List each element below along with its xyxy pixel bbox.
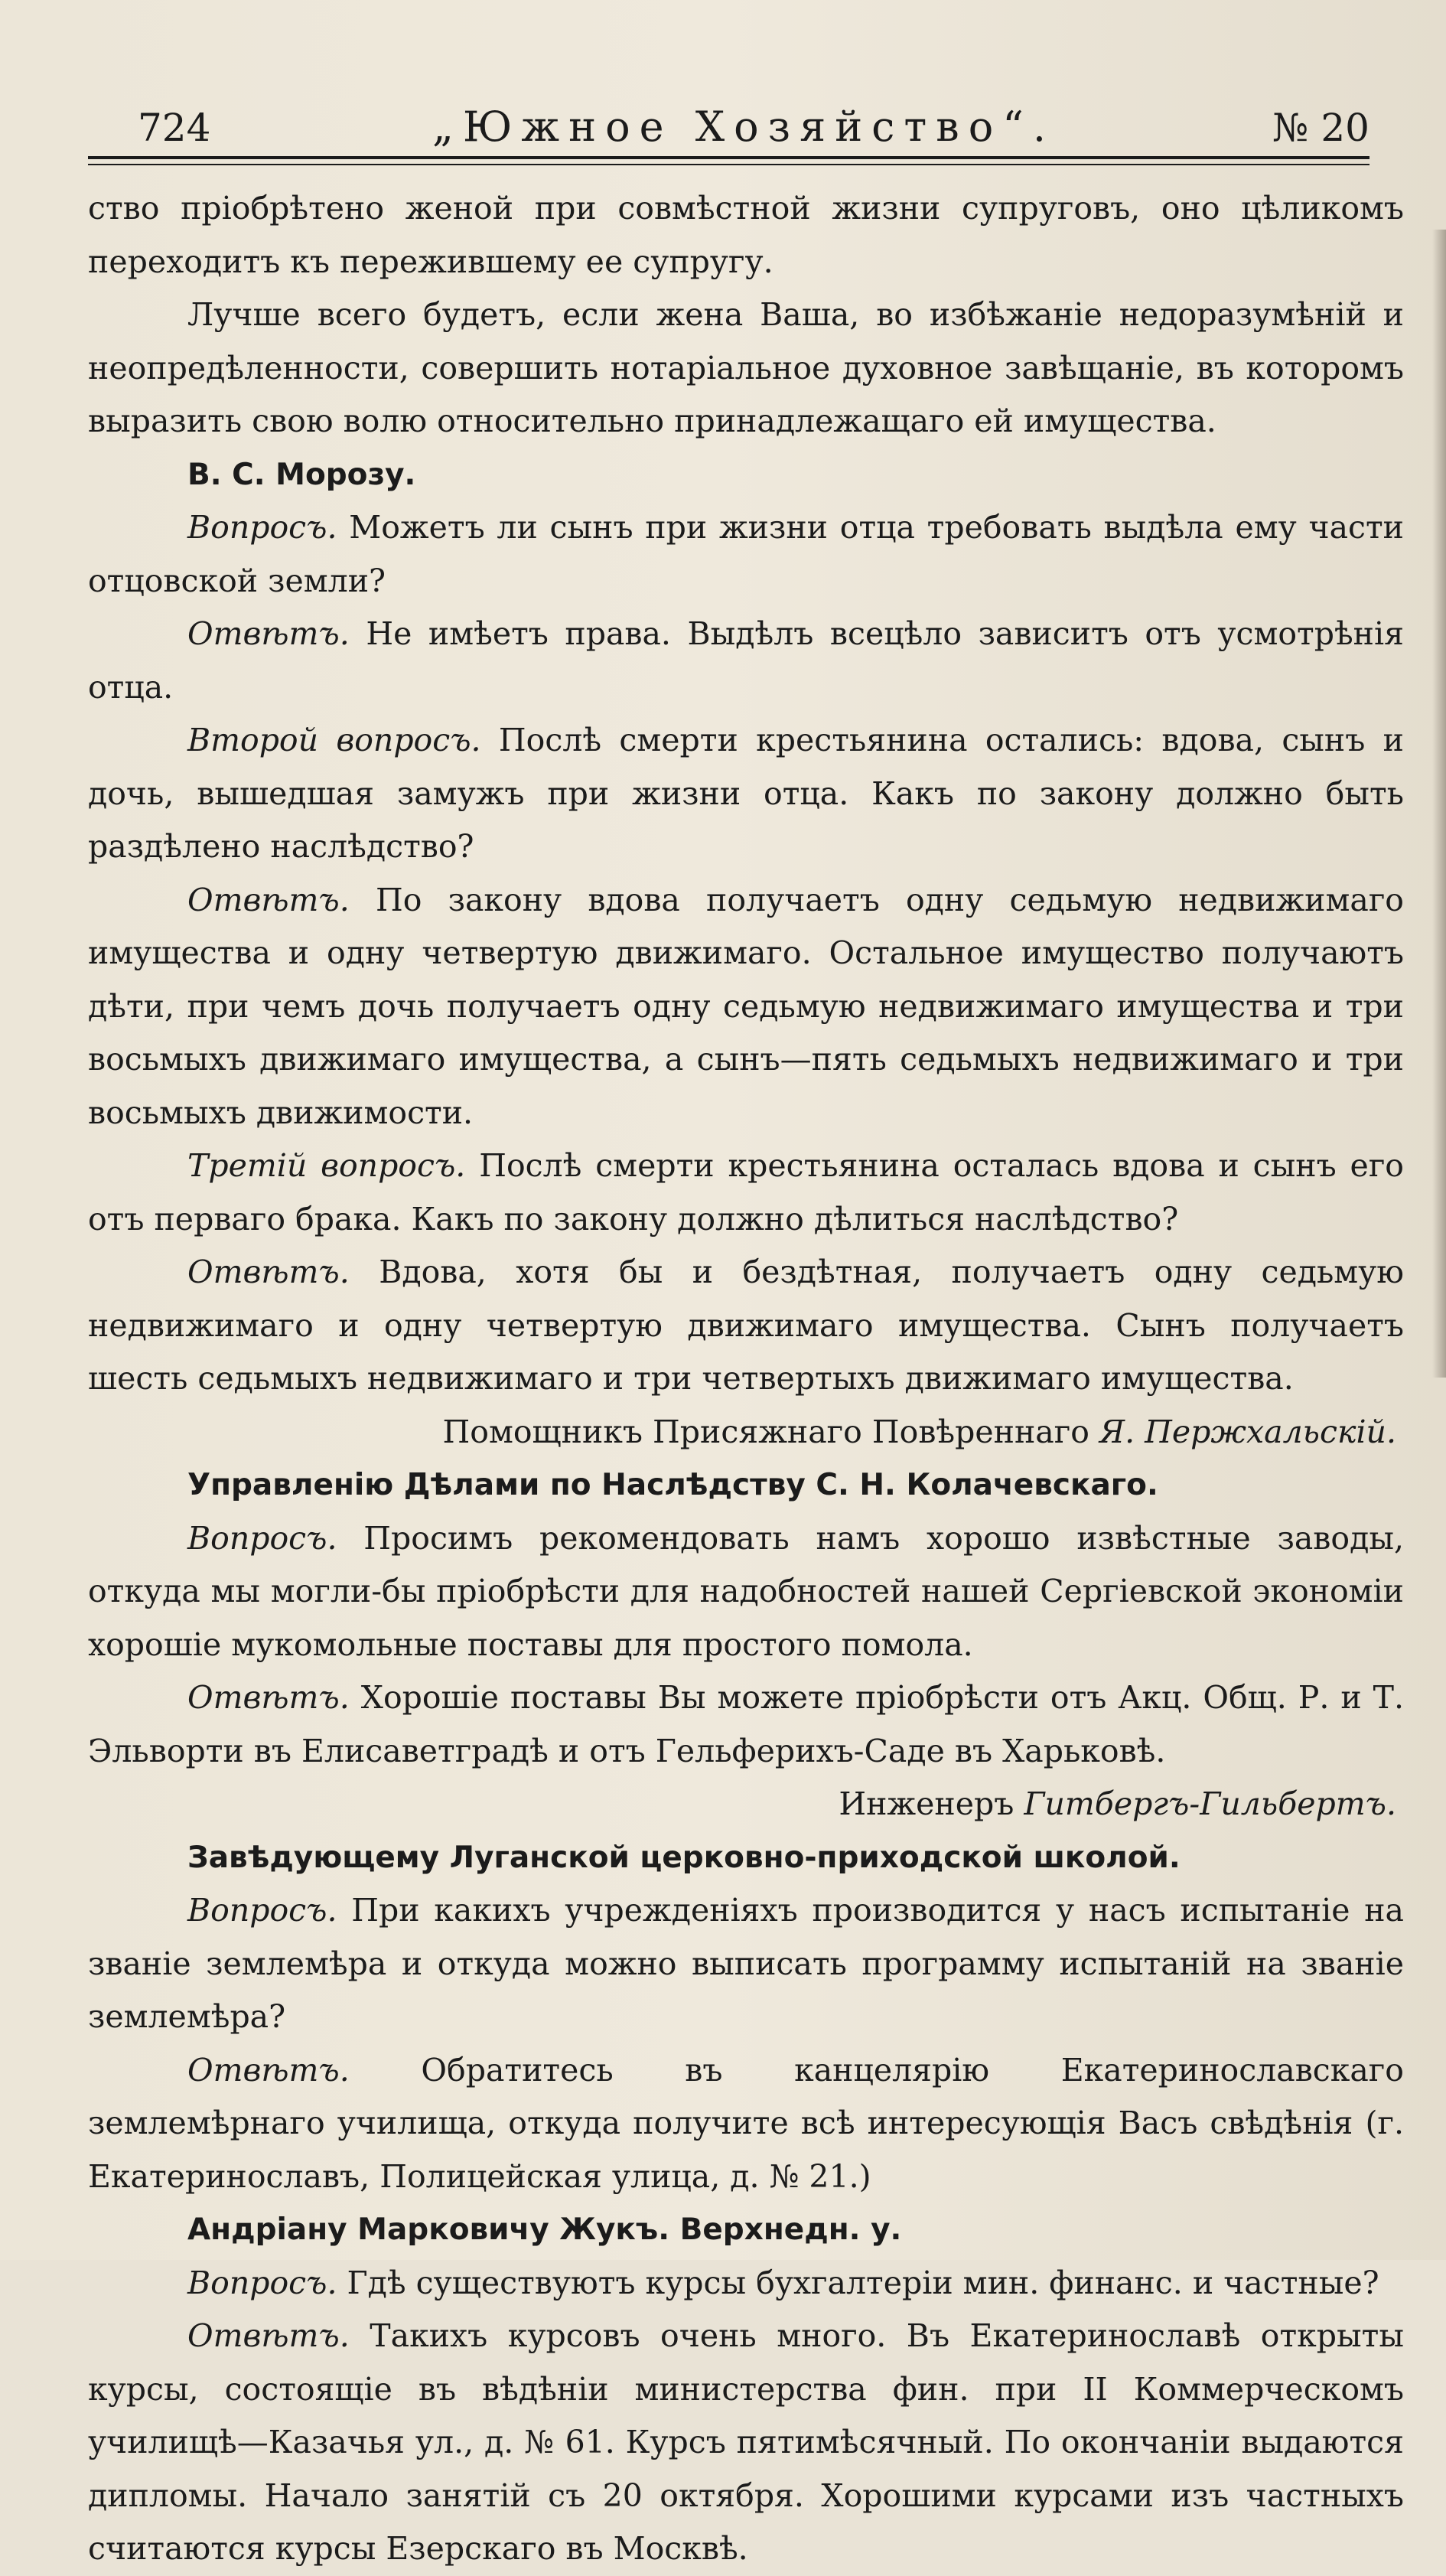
answer-text: Обратитесь въ канцелярію Екатеринославскаго землемѣрнаго училища, откуда получите всѣ интересующія Васъ свѣдѣнія (г. Екатеринославъ, Полицейская улица, д. № 21.) — [88, 2051, 1404, 2195]
paragraph: Лучше всего будетъ, если жена Ваша, во избѣжаніе недоразумѣній и неопредѣленности, совершить нотаріальное духовное завѣщаніе, въ которомъ выразить свою волю относительно принадлежащаго ей имущества. — [88, 296, 1404, 439]
answer-label: Отвѣтъ. — [187, 2051, 350, 2089]
answer-paragraph — [88, 608, 1404, 714]
addressee-heading: В. С. Морозу. — [187, 457, 416, 492]
question-paragraph — [88, 1140, 1404, 1246]
question-text: Просимъ рекомендовать намъ хорошо извѣстные заводы, откуда мы могли-бы пріобрѣсти для надобностей нашей Сергіевской экономіи хорошіе мукомольные поставы для простого помола. — [88, 1519, 1404, 1663]
addressee-heading: Завѣдующему Луганской церковно-приходской школой. — [187, 1840, 1181, 1875]
answer-paragraph — [88, 1671, 1404, 1778]
question-label: Вопросъ. — [187, 1892, 337, 1929]
signature — [88, 1778, 1404, 1831]
answer-label: Отвѣтъ. — [187, 2317, 350, 2354]
article-body — [88, 182, 1404, 2576]
question-label: Второй вопросъ. — [187, 722, 481, 758]
addressee-heading: Андріану Марковичу Жукъ. Верхнедн. у. — [187, 2212, 902, 2247]
question-paragraph — [88, 2257, 1404, 2310]
binding-shadow — [1432, 230, 1446, 1378]
answer-label: Отвѣтъ. — [187, 1679, 350, 1716]
answer-text: Такихъ курсовъ очень много. Въ Екатеринославѣ открыты курсы, состоящіе въ вѣдѣніи министерства фин. при II Коммерческомъ училищѣ—Казачья ул., д. № 61. Курсъ пятимѣсячный. По окончаніи выдаются дипломы. Начало занятій съ 20 октября. Хорошими курсами изъ частныхъ считаются курсы Езерскаго въ Москвѣ. — [88, 2317, 1404, 2567]
answer-label: Отвѣтъ. — [187, 881, 350, 918]
question-text: Можетъ ли сынъ при жизни отца требовать выдѣла ему части отцовской земли? — [88, 509, 1404, 599]
question-label: Третій вопросъ. — [187, 1147, 466, 1184]
question-paragraph — [88, 1512, 1404, 1672]
answer-paragraph — [88, 1246, 1404, 1406]
answer-label: Отвѣтъ. — [187, 1254, 350, 1290]
question-text: Послѣ смерти крестьянина остались: вдова, сынъ и дочь, вышедшая замужъ при жизни отца. Какъ по закону должно быть раздѣлено наслѣдство? — [88, 722, 1405, 865]
question-text: Послѣ смерти крестьянина осталась вдова и сынъ его отъ перваго брака. Какъ по закону должно дѣлиться наслѣдство? — [88, 1147, 1404, 1237]
question-label: Вопросъ. — [187, 2264, 337, 2301]
signature-title: Помощникъ Присяжнаго Повѣреннаго — [442, 1413, 1089, 1450]
question-paragraph — [88, 501, 1404, 608]
question-paragraph — [88, 1884, 1404, 2044]
signature-title: Инженеръ — [839, 1785, 1014, 1822]
signature — [88, 1406, 1404, 1459]
answer-label: Отвѣтъ. — [187, 615, 350, 652]
page-header — [88, 99, 1369, 153]
answer-paragraph — [88, 2044, 1404, 2204]
issue-number: № 20 — [1272, 106, 1369, 150]
addressee-heading: Управленію Дѣлами по Наслѣдству С. Н. Колачевскаго. — [187, 1468, 1158, 1502]
answer-text: Хорошіе поставы Вы можете пріобрѣсти отъ Акц. Общ. Р. и Т. Эльворти въ Елисаветградѣ и отъ Гельферихъ-Саде въ Харьковѣ. — [88, 1679, 1404, 1769]
question-text: Гдѣ существуютъ курсы бухгалтеріи мин. финанс. и частные? — [347, 2264, 1379, 2301]
question-text: При какихъ учрежденіяхъ производится у насъ испытаніе на званіе землемѣра и откуда можно выписать программу испытаній на званіе землемѣра? — [88, 1892, 1404, 2035]
signature-name: Гитбергъ-Гильбертъ. — [1024, 1785, 1396, 1822]
question-label: Вопросъ. — [187, 509, 337, 546]
answer-text: Не имѣетъ права. Выдѣлъ всецѣло зависитъ отъ усмотрѣнія отца. — [88, 615, 1404, 706]
paragraph: ство пріобрѣтено женой при совмѣстной жизни супруговъ, оно цѣликомъ переходитъ къ пережившему ее супругу. — [88, 190, 1404, 280]
header-rule-thin — [88, 164, 1369, 165]
question-label: Вопросъ. — [187, 1519, 337, 1557]
page-number: 724 — [138, 106, 211, 150]
header-rule-thick — [88, 156, 1369, 159]
question-paragraph — [88, 714, 1404, 874]
answer-paragraph — [88, 2310, 1404, 2576]
answer-text: Вдова, хотя бы и бездѣтная, получаетъ одну седьмую недвижимаго и одну четвертую движимаго имущества. Сынъ получаетъ шесть седьмыхъ недвижимаго и три четвертыхъ движимаго имущества. — [88, 1254, 1404, 1397]
signature-name: Я. Пержхальскій. — [1099, 1413, 1396, 1450]
answer-paragraph — [88, 874, 1404, 1140]
journal-title: „Южное Хозяйство“. — [432, 103, 1055, 151]
answer-text: По закону вдова получаетъ одну седьмую недвижимаго имущества и одну четвертую движимаго. Остальное имущество получаютъ дѣти, при чемъ дочь получаетъ одну седьмую недвижимаго имущества и три восьмыхъ движимаго имущества, а сынъ—пять седьмыхъ недвижимаго и три восьмыхъ движимости. — [88, 881, 1404, 1131]
